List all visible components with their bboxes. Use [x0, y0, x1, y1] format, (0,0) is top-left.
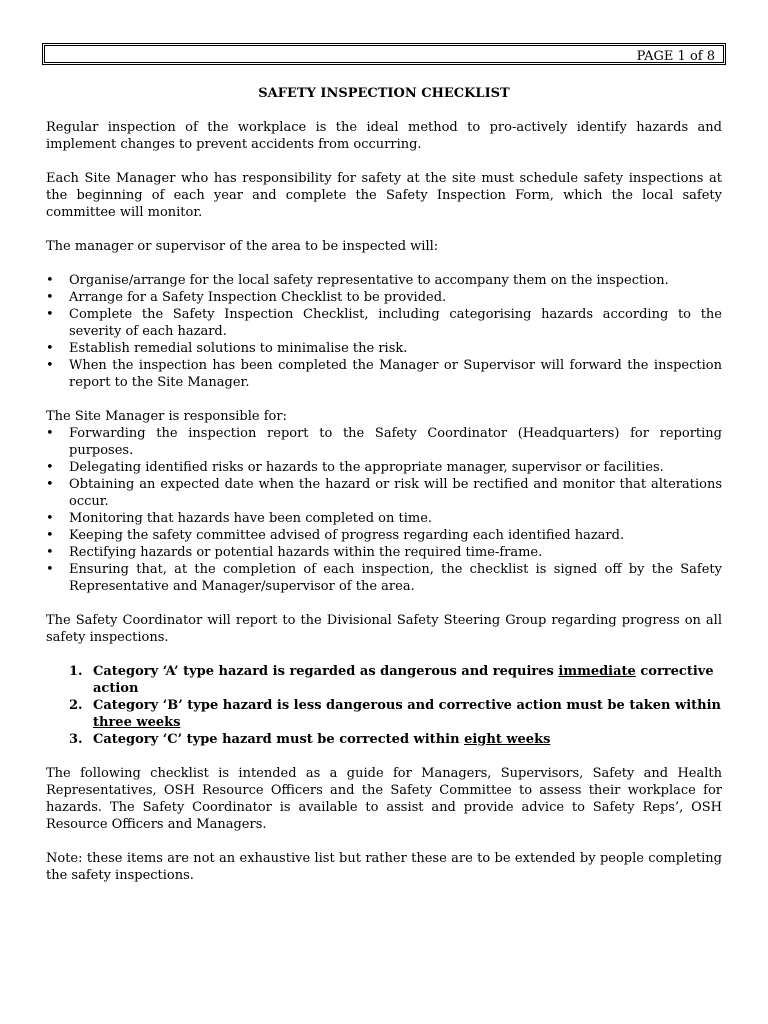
list-item: • Monitoring that hazards have been completed on time. [46, 511, 433, 526]
list-item: • Complete the Safety Inspection Checklist, including categorising hazards according to the severity of each hazard. [46, 307, 722, 339]
list-item: • Arrange for a Safety Inspection Checklist to be provided. [46, 290, 447, 305]
bullet-icon: • [46, 511, 54, 526]
note-paragraph: Note: these items are not an exhaustive list but rather these are to be extended by people completing the safety inspections. [46, 851, 722, 883]
bullet-icon: • [46, 290, 54, 305]
hazard-category-item: 1. Category ‘A’ type hazard is regarded as dangerous and requires immediate corrective action [69, 664, 714, 696]
bullet-icon: • [46, 562, 54, 577]
site-manager-intro: The Site Manager is responsible for: [46, 409, 287, 424]
hazard-category-item: 2. Category ‘B’ type hazard is less dangerous and corrective action must be taken within three weeks [69, 698, 721, 730]
bullet-icon: • [46, 307, 54, 322]
list-item: • Establish remedial solutions to minimalise the risk. [46, 341, 408, 356]
list-item: • Ensuring that, at the completion of each inspection, the checklist is signed off by the Safety Representative and Manager/supervisor of the area. [46, 562, 722, 594]
hazard-category-item: 3. Category ‘C’ type hazard must be corrected within eight weeks [69, 732, 551, 747]
manager-duties-list [46, 272, 722, 391]
emphasis-text: three weeks [93, 715, 181, 730]
emphasis-text: immediate [558, 664, 636, 679]
guide-paragraph: The following checklist is intended as a guide for Managers, Supervisors, Safety and Health Representatives, OSH Resource Officers and the Safety Committee to assess their workplace for hazards. The Safety Coordinator is available to assist and provide advice to Safety Reps’, OSH Resource Officers and Managers. [46, 766, 722, 832]
document-title: SAFETY INSPECTION CHECKLIST [258, 86, 510, 101]
site-manager-duties-list [46, 425, 722, 595]
bullet-icon: • [46, 426, 54, 441]
page-header-box [42, 43, 726, 65]
list-item: • Obtaining an expected date when the hazard or risk will be rectified and monitor that alterations occur. [46, 477, 722, 509]
bullet-icon: • [46, 460, 54, 475]
page-number: PAGE 1 of 8 [636, 49, 715, 64]
list-item: • Delegating identified risks or hazards to the appropriate manager, supervisor or facilities. [46, 460, 664, 475]
intro-paragraph-1: Regular inspection of the workplace is the ideal method to pro-actively identify hazards and implement changes to prevent accidents from occurring. [46, 120, 722, 152]
bullet-icon: • [46, 545, 54, 560]
manager-intro: The manager or supervisor of the area to be inspected will: [46, 239, 439, 254]
bullet-icon: • [46, 341, 54, 356]
list-item: • Rectifying hazards or potential hazards within the required time-frame. [46, 545, 543, 560]
hazard-category-list [46, 663, 722, 748]
list-item: • Keeping the safety committee advised of progress regarding each identified hazard. [46, 528, 625, 543]
list-item: • Forwarding the inspection report to the Safety Coordinator (Headquarters) for reporting purposes. [46, 426, 722, 458]
intro-paragraph-2: Each Site Manager who has responsibility for safety at the site must schedule safety inspections at the beginning of each year and complete the Safety Inspection Form, which the local safety committee will monitor. [46, 171, 722, 220]
emphasis-text: eight weeks [464, 732, 551, 747]
bullet-icon: • [46, 358, 54, 373]
bullet-icon: • [46, 273, 54, 288]
list-item: • Organise/arrange for the local safety representative to accompany them on the inspection. [46, 273, 669, 288]
bullet-icon: • [46, 528, 54, 543]
bullet-icon: • [46, 477, 54, 492]
coordinator-paragraph: The Safety Coordinator will report to the Divisional Safety Steering Group regarding progress on all safety inspections. [46, 613, 722, 645]
document-page [46, 43, 722, 901]
list-item: • When the inspection has been completed the Manager or Supervisor will forward the inspection report to the Site Manager. [46, 358, 722, 390]
